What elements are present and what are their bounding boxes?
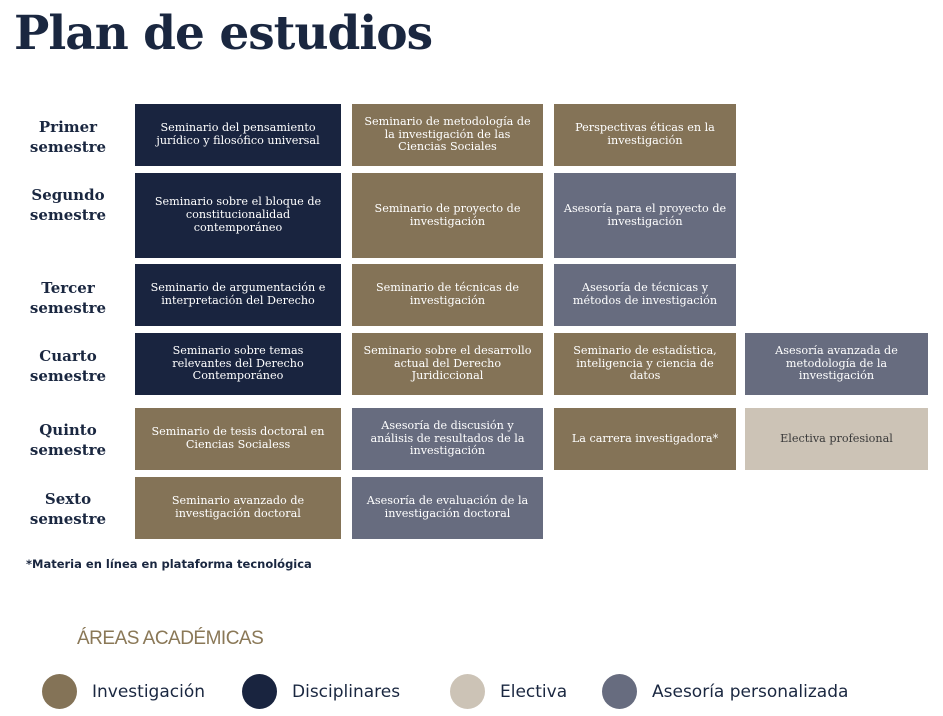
legend-swatch xyxy=(242,674,277,709)
course-cell: La carrera investigadora* xyxy=(554,408,736,470)
semester-label-5: Quinto semestre xyxy=(29,421,107,459)
course-cell: Seminario sobre temas relevantes del Derecho Contemporáneo xyxy=(135,333,341,395)
course-cell: Seminario del pensamiento jurídico y filosófico universal xyxy=(135,104,341,166)
course-cell: Seminario de tesis doctoral en Ciencias Socialess xyxy=(135,408,341,470)
semester-label-1: Primer semestre xyxy=(29,118,107,156)
course-cell: Electiva profesional xyxy=(745,408,928,470)
legend-label: Electiva xyxy=(500,681,568,702)
page-title: Plan de estudios xyxy=(14,6,433,61)
course-cell: Seminario sobre el desarrollo actual del Derecho Juridiccional xyxy=(352,333,543,395)
course-cell: Asesoría avanzada de metodología de la investigación xyxy=(745,333,928,395)
legend-label: Disciplinares xyxy=(292,681,401,702)
legend-label: Asesoría personalizada xyxy=(652,681,849,702)
legend-item-investigacion xyxy=(42,674,205,709)
legend-swatch xyxy=(602,674,637,709)
areas-title: ÁREAS ACADÉMICAS xyxy=(77,628,264,649)
legend-item-disciplinares xyxy=(242,674,400,709)
course-cell: Seminario de técnicas de investigación xyxy=(352,264,543,326)
course-cell: Perspectivas éticas en la investigación xyxy=(554,104,736,166)
course-cell: Seminario sobre el bloque de constitucionalidad contemporáneo xyxy=(135,173,341,258)
course-cell: Seminario de metodología de la investigación de las Ciencias Sociales xyxy=(352,104,543,166)
course-cell: Asesoría para el proyecto de investigación xyxy=(554,173,736,258)
semester-label-6: Sexto semestre xyxy=(29,490,107,528)
course-cell: Seminario de estadística, inteligencia y ciencia de datos xyxy=(554,333,736,395)
course-cell: Seminario de argumentación e interpretación del Derecho xyxy=(135,264,341,326)
legend-swatch xyxy=(450,674,485,709)
legend-item-electiva xyxy=(450,674,567,709)
legend-item-asesoria xyxy=(602,674,848,709)
course-cell: Asesoría de evaluación de la investigación doctoral xyxy=(352,477,543,539)
semester-label-2: Segundo semestre xyxy=(29,186,107,224)
course-cell: Seminario avanzado de investigación doctoral xyxy=(135,477,341,539)
course-cell: Asesoría de técnicas y métodos de investigación xyxy=(554,264,736,326)
legend-swatch xyxy=(42,674,77,709)
footnote: *Materia en línea en plataforma tecnológica xyxy=(26,557,312,571)
semester-label-3: Tercer semestre xyxy=(29,279,107,317)
course-cell: Seminario de proyecto de investigación xyxy=(352,173,543,258)
semester-label-4: Cuarto semestre xyxy=(29,347,107,385)
course-cell: Asesoría de discusión y análisis de resultados de la investigación xyxy=(352,408,543,470)
legend-label: Investigación xyxy=(92,681,206,702)
